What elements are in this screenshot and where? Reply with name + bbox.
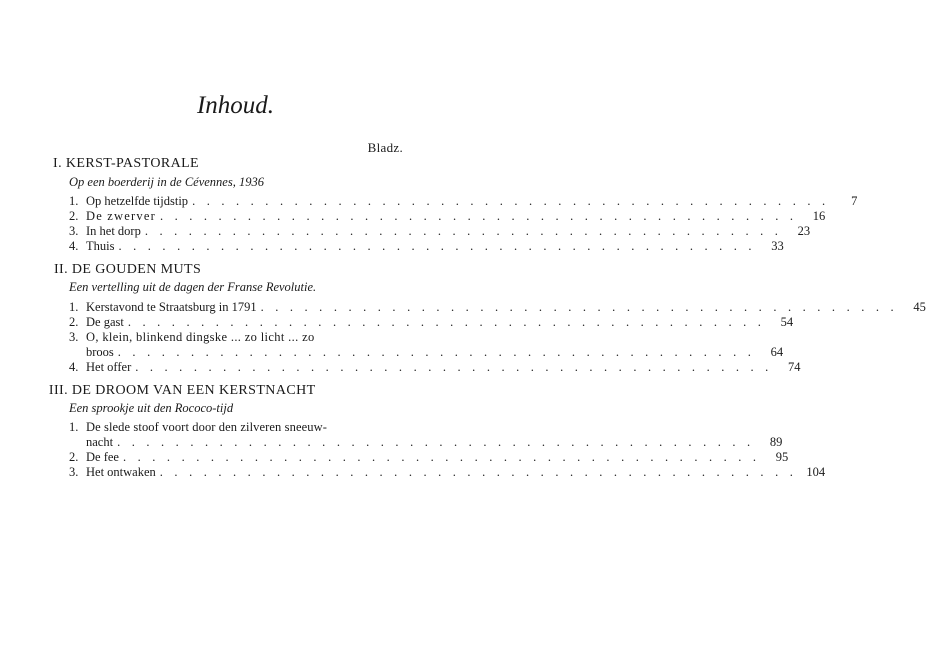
entry-title: De zwerver	[86, 209, 156, 223]
dot-leader: . . . . . . . . . . . . . . . . . . . . . . . . . . . . . . . . . . . . . . . . . . . .	[260, 300, 898, 314]
section-numeral: III.	[48, 383, 68, 398]
section-title: DE GOUDEN MUTS	[71, 262, 202, 277]
entry-title: Het ontwaken	[86, 465, 156, 479]
entry-title: In het dorp	[86, 224, 141, 238]
dot-leader: . . . . . . . . . . . . . . . . . . . . . . . . . . . . . . . . . . . . . . . . . . . .	[127, 315, 766, 329]
entry-number: 4.	[69, 239, 79, 253]
entry-page: 23	[797, 224, 811, 238]
dot-leader: . . . . . . . . . . . . . . . . . . . . . . . . . . . . . . . . . . . . . . . . . . . .	[117, 345, 756, 359]
page-column-label: Bladz.	[367, 140, 403, 155]
section-heading-iii	[33, 383, 316, 399]
entry-number: 3.	[69, 330, 79, 344]
entry-title: Het offer	[86, 360, 132, 374]
section-numeral: I.	[53, 156, 62, 171]
dot-leader: . . . . . . . . . . . . . . . . . . . . . . . . . . . . . . . . . . . . . . . . . . . .	[135, 360, 773, 374]
entry-title: De fee	[86, 450, 119, 464]
toc-entry[interactable]	[69, 315, 794, 331]
entry-number: 2.	[69, 209, 79, 223]
entry-page: 33	[771, 239, 784, 253]
entry-page: 95	[775, 450, 789, 464]
section-title: DE DROOM VAN EEN KERSTNACHT	[71, 383, 316, 398]
toc-entry[interactable]	[69, 450, 789, 466]
entry-title: De slede stoof voort door den zilveren sneeuw-	[86, 420, 327, 434]
entry-title: De gast	[86, 315, 124, 329]
entry-number: 1.	[69, 194, 79, 208]
section-subtitle: Een vertelling uit de dagen der Franse Revolutie.	[69, 280, 317, 294]
page-title: Inhoud.	[196, 92, 275, 119]
section-subtitle: Een sprookje uit den Rococo-tijd	[69, 401, 234, 415]
entry-title: Op hetzelfde tijdstip	[86, 194, 189, 208]
entry-page: 16	[812, 209, 826, 223]
toc-entry[interactable]	[69, 420, 402, 436]
toc-entry[interactable]	[69, 239, 784, 255]
entry-title: O, klein, blinkend dingske ... zo licht ... zo	[86, 330, 315, 344]
entry-title: Thuis	[86, 239, 115, 253]
entry-page: 64	[770, 345, 784, 359]
entry-number: 2.	[69, 315, 79, 329]
entry-title-continuation: broos	[86, 345, 114, 359]
entry-number: 3.	[69, 465, 79, 479]
entry-page: 104	[806, 465, 826, 479]
toc-entry[interactable]	[69, 465, 826, 481]
entry-number: 1.	[69, 420, 79, 434]
section-heading-i	[42, 156, 199, 172]
dot-leader: . . . . . . . . . . . . . . . . . . . . . . . . . . . . . . . . . . . . . . . . . . . .	[144, 224, 783, 238]
entry-page: 54	[780, 315, 794, 329]
toc-entry-continuation[interactable]	[86, 435, 783, 451]
entry-page: 89	[769, 435, 783, 449]
toc-entry[interactable]	[69, 330, 402, 346]
toc-entry[interactable]	[69, 360, 801, 376]
entry-page: 7	[851, 194, 858, 208]
toc-entry[interactable]	[69, 209, 826, 225]
entry-page: 74	[788, 360, 801, 374]
entry-number: 3.	[69, 224, 79, 238]
entry-number: 4.	[69, 360, 79, 374]
section-subtitle: Op een boerderij in de Cévennes, 1936	[69, 175, 264, 189]
toc-entry[interactable]	[69, 300, 926, 316]
dot-leader: . . . . . . . . . . . . . . . . . . . . . . . . . . . . . . . . . . . . . . . . . . . .	[117, 435, 755, 449]
toc-entry[interactable]	[69, 224, 811, 240]
toc-entry-continuation[interactable]	[86, 345, 784, 361]
entry-title: Kerstavond te Straatsburg in 1791	[86, 300, 257, 314]
dot-leader: . . . . . . . . . . . . . . . . . . . . . . . . . . . . . . . . . . . . . . . . . . . .	[118, 239, 756, 253]
entry-number: 1.	[69, 300, 79, 314]
entry-page: 45	[913, 300, 926, 314]
section-numeral: II.	[53, 262, 68, 277]
section-title: KERST-PASTORALE	[65, 156, 199, 171]
dot-leader: . . . . . . . . . . . . . . . . . . . . . . . . . . . . . . . . . . . . . . . . . . . .	[159, 465, 798, 479]
dot-leader: . . . . . . . . . . . . . . . . . . . . . . . . . . . . . . . . . . . . . . . . . . . .	[159, 209, 798, 223]
toc-entry[interactable]	[69, 194, 858, 210]
dot-leader: . . . . . . . . . . . . . . . . . . . . . . . . . . . . . . . . . . . . . . . . . . . .	[122, 450, 761, 464]
entry-number: 2.	[69, 450, 79, 464]
dot-leader: . . . . . . . . . . . . . . . . . . . . . . . . . . . . . . . . . . . . . . . . . . . .	[192, 194, 830, 208]
section-heading-ii	[42, 262, 201, 278]
entry-title-continuation: nacht	[86, 435, 114, 449]
